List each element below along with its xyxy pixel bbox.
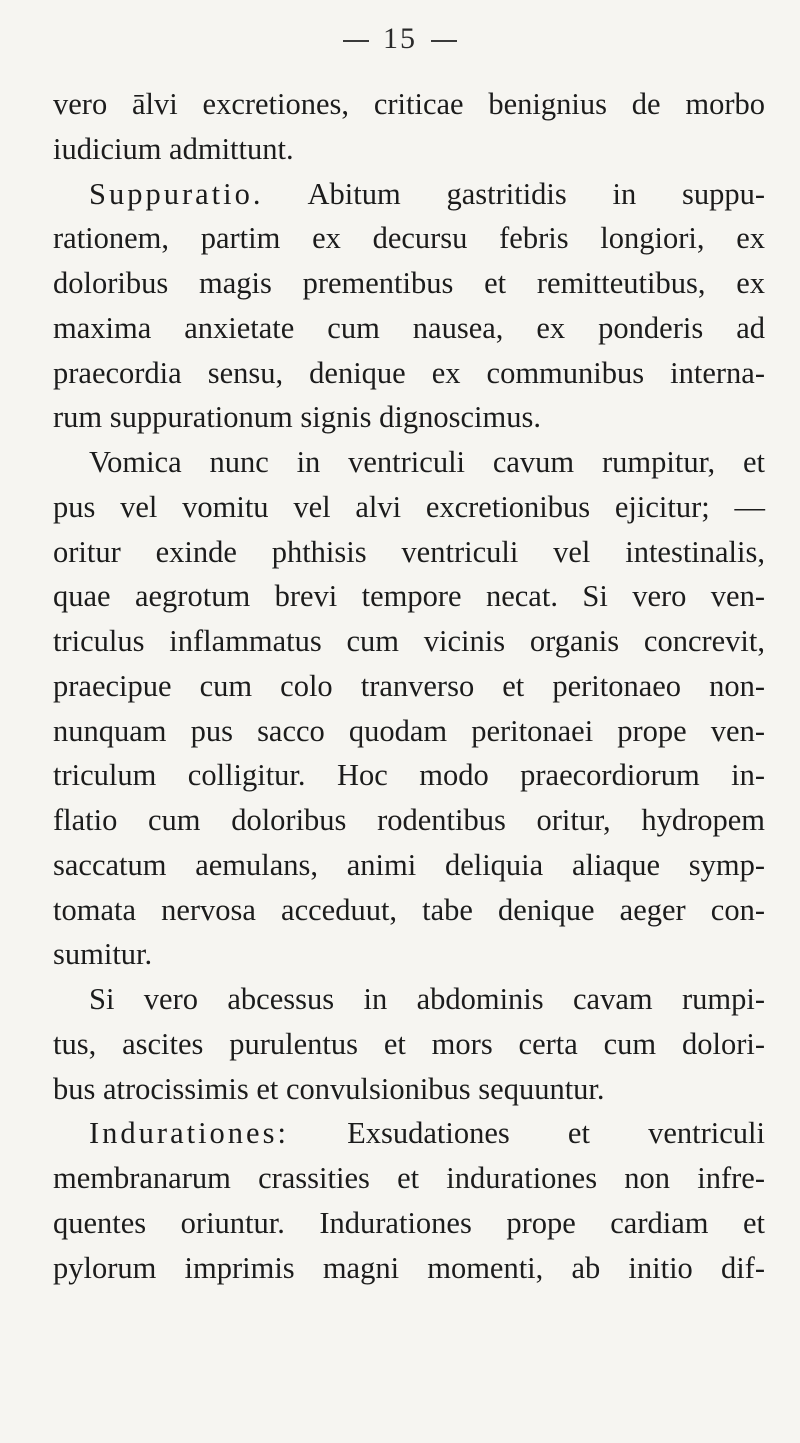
text-line [53, 1067, 765, 1112]
line-text: rum suppurationum signis dignoscimus. [53, 400, 541, 435]
text-line [53, 216, 765, 261]
text-line [53, 753, 765, 798]
text-line [53, 82, 765, 127]
section-heading: Indurationes: [89, 1116, 289, 1151]
text-line [53, 485, 765, 530]
text-line [53, 1246, 765, 1291]
line-text: triculus inflammatus cum vicinis organis concrevit, [53, 624, 765, 658]
left-dash [343, 40, 369, 42]
page-number: 15 [383, 22, 417, 55]
text-line [53, 530, 765, 575]
line-text: triculum colligitur. Hoc modo praecordiorum in- [53, 758, 765, 793]
text-line [53, 127, 765, 172]
line-text: saccatum aemulans, animi deliquia aliaque symp- [53, 847, 765, 882]
line-text: Vomica nunc in ventriculi cavum rumpitur, et [89, 445, 765, 479]
text-line [53, 664, 765, 709]
text-line [53, 395, 765, 440]
line-text: quae aegrotum brevi tempore necat. Si vero ven- [53, 579, 765, 614]
line-text: sumitur. [53, 937, 153, 972]
line-text: tomata nervosa acceduut, tabe denique aeger con- [53, 892, 765, 927]
line-text: pylorum imprimis magni momenti, ab initio dif- [53, 1250, 765, 1285]
line-text: rationem, partim ex decursu febris longiori, ex [53, 221, 765, 256]
text-line [53, 351, 765, 396]
line-text: Exsudationes et ventriculi [288, 1116, 765, 1151]
line-text: tus, ascites purulentus et mors certa cum dolori- [53, 1026, 765, 1061]
text-line [53, 440, 765, 485]
text-line [53, 1022, 765, 1067]
line-text: pus vel vomitu vel alvi excretionibus ejicitur; — [53, 489, 765, 524]
text-line [53, 932, 765, 977]
line-text: doloribus magis prementibus et remitteutibus, ex [53, 266, 765, 300]
right-dash [431, 40, 457, 42]
line-text: quentes oriuntur. Indurationes prope cardiam et [53, 1205, 765, 1240]
text-line [53, 261, 765, 306]
line-text: maxima anxietate cum nausea, ex ponderis ad [53, 310, 765, 345]
line-text: Abitum gastritidis in suppu- [263, 176, 765, 211]
text-line [53, 1111, 765, 1156]
line-text: praecipue cum colo tranverso et peritonaeo non- [53, 668, 765, 703]
body-text [53, 82, 765, 1290]
line-text: flatio cum doloribus rodentibus oritur, hydropem [53, 803, 765, 837]
line-text: membranarum crassities et indurationes non infre- [53, 1161, 765, 1195]
text-line [53, 1201, 765, 1246]
page-number-header [0, 22, 800, 56]
line-text: praecordia sensu, denique ex communibus interna- [53, 355, 765, 390]
section-heading: Suppuratio. [89, 176, 264, 211]
line-text: vero ālvi excretiones, criticae benignius de morbo [53, 87, 765, 121]
text-line [53, 709, 765, 754]
text-line [53, 798, 765, 843]
text-line [53, 843, 765, 888]
line-text: bus atrocissimis et convulsionibus sequuntur. [53, 1071, 605, 1106]
text-line [53, 172, 765, 217]
line-text: Si vero abcessus in abdominis cavam rumpi- [89, 982, 765, 1016]
line-text: iudicium admittunt. [53, 131, 294, 166]
text-line [53, 574, 765, 619]
text-line [53, 619, 765, 664]
line-text: oritur exinde phthisis ventriculi vel intestinalis, [53, 534, 765, 569]
text-line [53, 888, 765, 933]
text-line [53, 977, 765, 1022]
text-line [53, 1156, 765, 1201]
text-line [53, 306, 765, 351]
line-text: nunquam pus sacco quodam peritonaei prope ven- [53, 713, 765, 748]
